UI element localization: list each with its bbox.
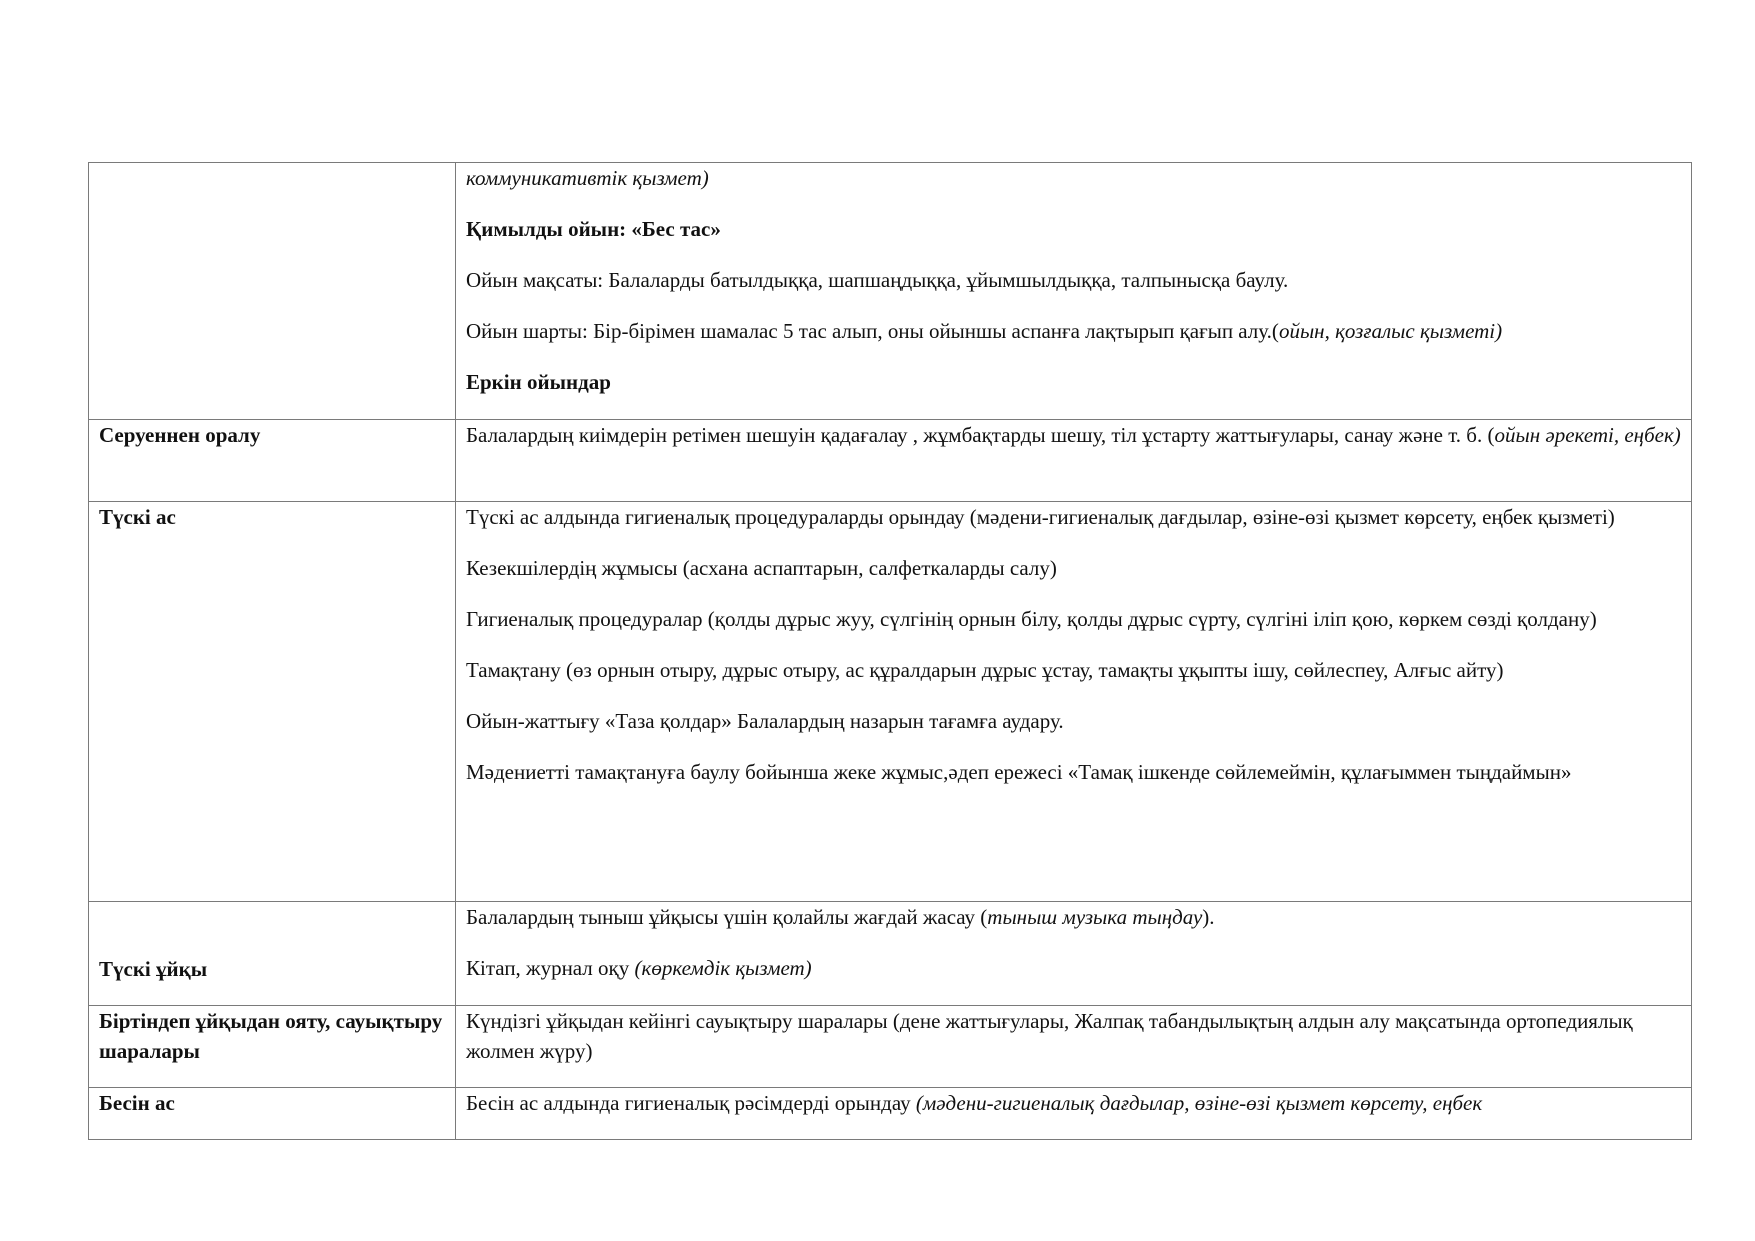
row-label: Серуеннен оралу xyxy=(99,423,261,447)
daily-plan-table xyxy=(88,162,1692,1140)
table-row xyxy=(89,1088,1692,1140)
row-label-cell xyxy=(89,502,456,902)
content-paragraph: Кезекшілердің жұмысы (асхана аспаптарын, салфеткаларды салу) xyxy=(466,556,1057,580)
row-label-cell xyxy=(89,1088,456,1140)
content-paragraph: Гигиеналық процедуралар (қолды дұрыс жуу, сүлгінің орнын білу, қолды дұрыс сүрту, сүлгіні іліп қою, көркем сөзді қолдану) xyxy=(466,607,1597,631)
table-row xyxy=(89,163,1692,420)
row-content-cell xyxy=(456,1006,1692,1088)
content-paragraph: Ойын-жаттығу «Таза қолдар» Балалардың назарын тағамға аудару. xyxy=(466,709,1064,733)
content-paragraph: Еркін ойындар xyxy=(466,370,611,394)
content-paragraph: Түскі ас алдында гигиеналық процедураларды орындау (мәдени-гигиеналық дағдылар, өзіне-өзі қызмет көрсету, еңбек қызметі) xyxy=(466,505,1615,529)
table-row xyxy=(89,1006,1692,1088)
row-label-cell xyxy=(89,163,456,420)
content-paragraph: Ойын мақсаты: Балаларды батылдыққа, шапшаңдыққа, ұйымшылдыққа, талпынысқа баулу. xyxy=(466,268,1289,292)
row-label-cell xyxy=(89,902,456,1006)
content-paragraph: Тамақтану (өз орнын отыру, дұрыс отыру, ас құралдарын дұрыс ұстау, тамақты ұқыпты ішу, сөйлеспеу, Алғыс айту) xyxy=(466,658,1504,682)
row-content-cell xyxy=(456,1088,1692,1140)
row-label-cell xyxy=(89,420,456,502)
row-content-cell xyxy=(456,502,1692,902)
row-content-cell xyxy=(456,420,1692,502)
table-row xyxy=(89,902,1692,1006)
content-paragraph: коммуникативтік қызмет) xyxy=(466,166,709,190)
row-label: Түскі ұйқы xyxy=(99,957,208,981)
row-label: Бесін ас xyxy=(99,1091,175,1115)
row-content-cell xyxy=(456,902,1692,1006)
row-label: Түскі ас xyxy=(99,505,176,529)
content-paragraph: Қимылды ойын: «Бес тас» xyxy=(466,217,721,241)
content-paragraph: Мәдениетті тамақтануға баулу бойынша жеке жұмыс,әдеп ережесі «Тамақ ішкенде сөйлемеймін, құлағыммен тыңдаймын» xyxy=(466,760,1572,784)
table-row xyxy=(89,420,1692,502)
content-paragraph: Бесін ас алдында гигиеналық рәсімдерді орындау (мәдени-гигиеналық дағдылар, өзіне-өзі қызмет көрсету, еңбек xyxy=(466,1091,1483,1115)
row-label-cell xyxy=(89,1006,456,1088)
content-paragraph: Кітап, журнал оқу (көркемдік қызмет) xyxy=(466,956,812,980)
content-paragraph: Ойын шарты: Бір-бірімен шамалас 5 тас алып, оны ойыншы аспанға лақтырып қағып алу.(ойын, қозғалыс қызметі) xyxy=(466,319,1503,343)
table-row xyxy=(89,502,1692,902)
row-label: Біртіндеп ұйқыдан ояту, сауықтыру шаралары xyxy=(99,1009,443,1063)
row-content-cell xyxy=(456,163,1692,420)
content-paragraph: Күндізгі ұйқыдан кейінгі сауықтыру шаралары (дене жаттығулары, Жалпақ табандылықтың алдын алу мақсатында ортопедиялық жолмен жүру) xyxy=(466,1009,1633,1063)
content-paragraph: Балалардың киімдерін ретімен шешуін қадағалау , жұмбақтарды шешу, тіл ұстарту жаттығулары, санау және т. б. (ойын әрекеті, еңбек) xyxy=(466,423,1681,447)
content-paragraph: Балалардың тыныш ұйқысы үшін қолайлы жағдай жасау (тыныш музыка тыңдау). xyxy=(466,905,1215,929)
